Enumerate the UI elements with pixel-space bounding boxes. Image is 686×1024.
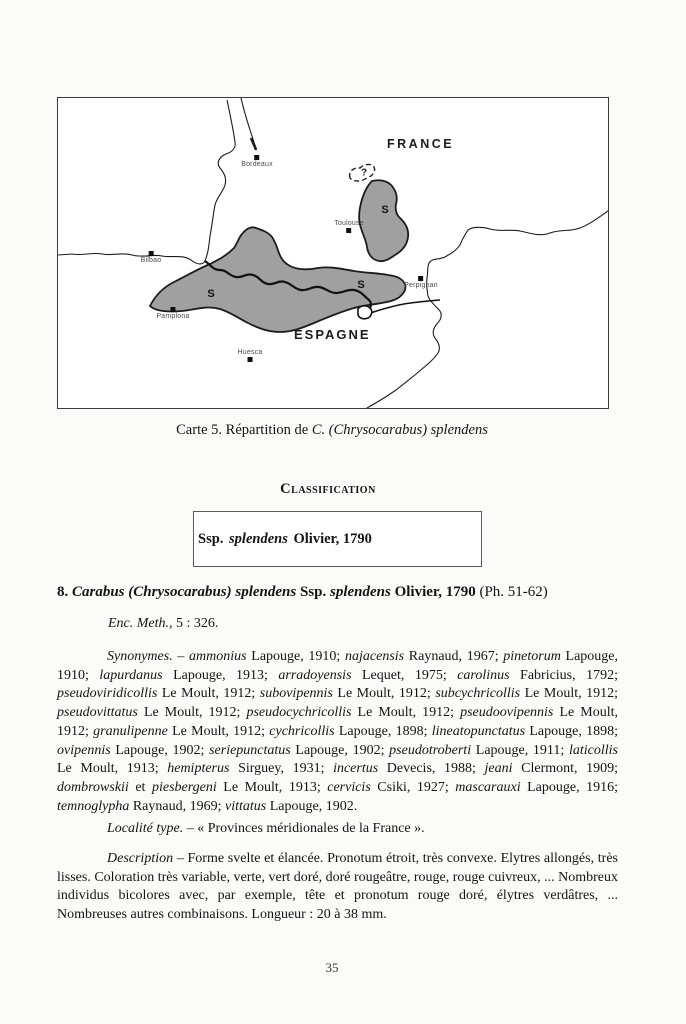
- city-marker-toulouse: [334, 220, 364, 233]
- classification-heading: Classification: [280, 481, 376, 497]
- city-square-icon: [254, 155, 259, 160]
- city-square-icon: [171, 307, 176, 312]
- city-marker-perpignan: [404, 276, 438, 289]
- city-label: Huesca: [237, 349, 263, 356]
- synonymes-paragraph: Synonymes. – ammonius Lapouge, 1910; najacensis Raynaud, 1967; pinetorum Lapouge, 1910; lapurdanus Lapouge, 1913; arradoyensis Lequet, 1975; carolinus Fabricius, 1792; pseudoviridicollis Le Moult, 1912; subovipennis Le Moult, 1912; subcychricollis Le Moult, 1912; pseudovittatus Le Moult, 1912; pseudocychricollis Le Moult, 1912; pseudoovipennis Le Moult, 1912; granulipenne Le Moult, 1912; cychricollis Lapouge, 1898; lineatopunctatus Lapouge, 1898; ovipennis Lapouge, 1902; seriepunctatus Lapouge, 1902; pseudotroberti Lapouge, 1911; laticollis Le Moult, 1913; hemipterus Sirguey, 1931; incertus Devecis, 1988; jeani Clermont, 1909; dombrowskii et piesbergeni Le Moult, 1913; cervicis Csiki, 1927; mascarauxi Lapouge, 1916; temnoglypha Raynaud, 1969; vittatus Lapouge, 1902.: [57, 649, 619, 814]
- map-caption: Carte 5. Répartition de C. (Chrysocarabus) splendens: [176, 422, 488, 438]
- city-square-icon: [148, 251, 153, 256]
- city-marker-bordeaux: [241, 155, 273, 168]
- species-heading: 8. Carabus (Chrysocarabus) splendens Ssp. splendens Olivier, 1790 (Ph. 51-62): [57, 584, 548, 600]
- border-enclave-loop: [358, 306, 372, 319]
- zone-label-s: S: [207, 288, 215, 300]
- city-label: Bilbao: [140, 257, 162, 264]
- reference-citation: Enc. Meth., 5 : 326.: [108, 616, 219, 631]
- city-label: Bordeaux: [241, 161, 273, 168]
- city-label: Toulouse: [334, 220, 364, 227]
- city-square-icon: [248, 357, 253, 362]
- coastline-atlantic: [58, 100, 235, 264]
- city-label: Pamplona: [156, 313, 190, 320]
- city-marker-bilbao: [141, 251, 162, 264]
- classification-box-text: Ssp. splendens Olivier, 1790: [198, 530, 372, 547]
- city-marker-huesca: [238, 349, 263, 362]
- city-square-icon: [419, 276, 424, 281]
- distribution-map: [57, 97, 609, 409]
- city-marker-pamplona: [156, 307, 189, 320]
- classification-box: [193, 511, 482, 567]
- localite-type-paragraph: Localité type. – « Provinces méridionales de la France ».: [107, 821, 425, 836]
- zone-label-s: S: [357, 279, 365, 291]
- uncertain-zone-label: ?: [360, 167, 368, 179]
- city-label: Perpignan: [404, 282, 438, 289]
- distribution-zone-france: [359, 180, 408, 261]
- zone-label-s: S: [381, 204, 389, 216]
- description-paragraph: Description – Forme svelte et élancée. Pronotum étroit, très convexe. Elytres allongés, très lisses. Coloration très variable, verte, vert doré, doré rougeâtre, rouge, rouge cuivreux, ... Nombreux individus bicolores avec, par exemple, tête et pronotum rouge doré, élytres verdâtres, ... Nombreuses autres combinaisons. Longueur : 20 à 38 mm.: [57, 851, 618, 923]
- country-label-espagne: ESPAGNE: [294, 327, 371, 342]
- page-number: 35: [325, 960, 339, 975]
- city-square-icon: [347, 228, 352, 233]
- country-label-france: FRANCE: [387, 137, 455, 151]
